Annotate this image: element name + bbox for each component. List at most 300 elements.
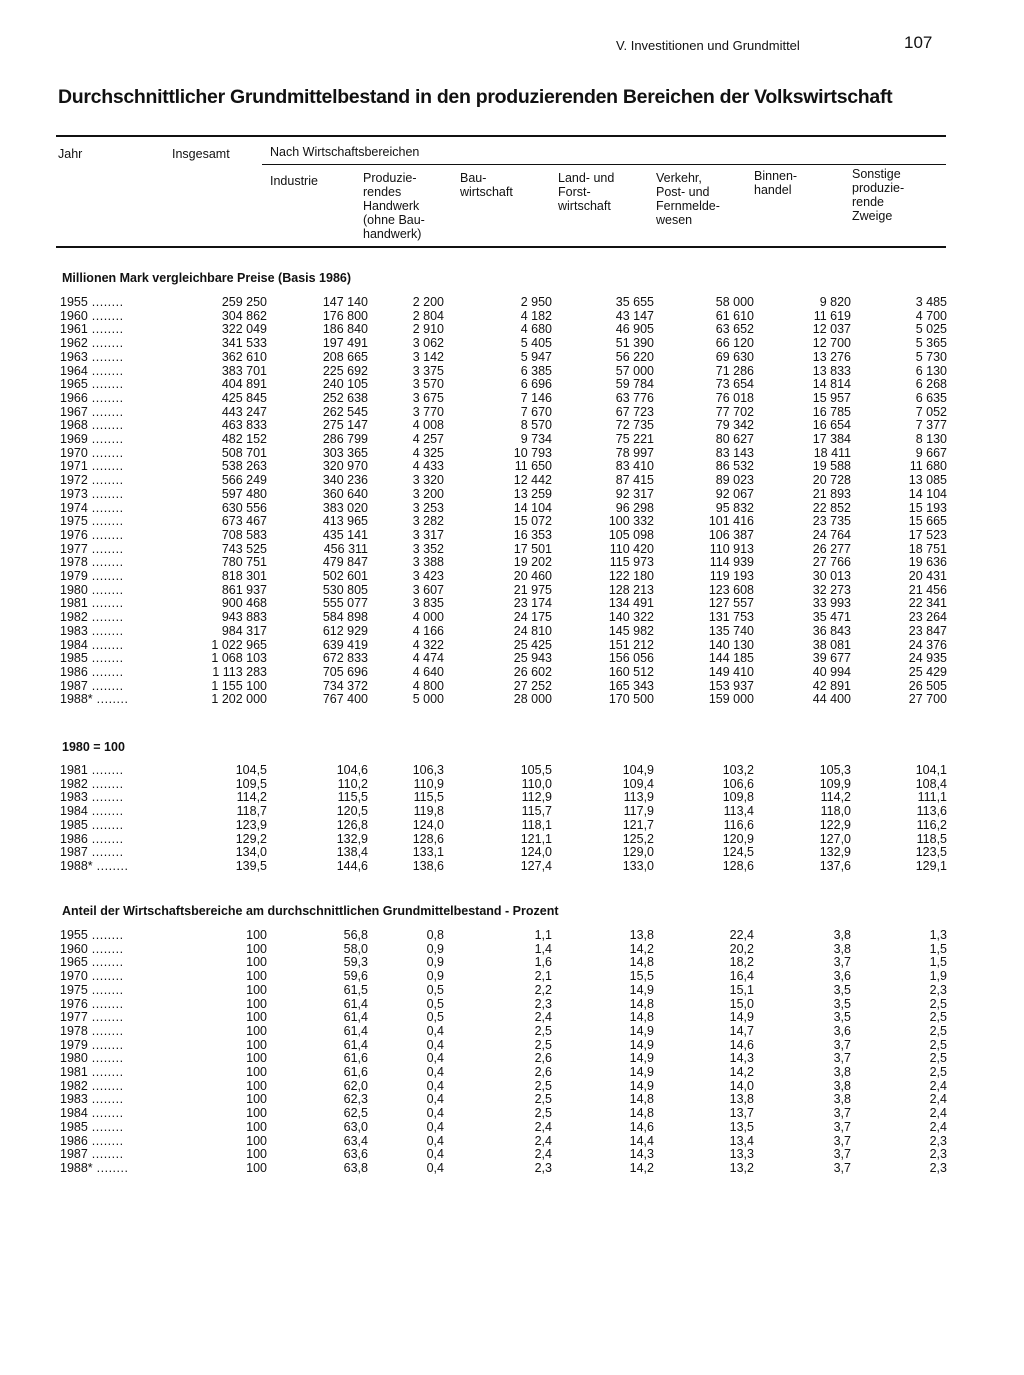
value-cell: 0,5 [426, 1010, 444, 1025]
value-cell: 21 893 [812, 486, 851, 501]
year-label: 1978 [60, 555, 88, 570]
value-cell: 3 320 [412, 473, 444, 488]
leader-dots: ........ [87, 1133, 124, 1148]
value-cell: 3,8 [833, 928, 851, 942]
year-cell [60, 1080, 160, 1094]
value-cell: 340 236 [322, 473, 368, 488]
value-cell: 63,4 [343, 1133, 368, 1148]
value-cell: 612 929 [322, 623, 368, 638]
year-cell [60, 693, 160, 707]
year-label: 1982 [60, 1078, 88, 1093]
value-cell: 100 [246, 1147, 267, 1162]
value-cell: 15 957 [812, 390, 851, 405]
table-row [60, 556, 947, 570]
value-cell: 262 545 [322, 404, 368, 419]
value-cell: 106,3 [412, 763, 444, 777]
year-cell [60, 956, 160, 970]
value-cell: 57 000 [615, 363, 654, 378]
value-cell: 100 [246, 982, 267, 997]
leader-dots: ........ [87, 1065, 124, 1080]
value-cell: 2,5 [929, 1037, 947, 1052]
value-cell: 18,2 [729, 955, 754, 970]
table-row [60, 502, 947, 516]
value-cell: 2 950 [520, 295, 552, 309]
year-cell [60, 846, 160, 860]
value-cell: 3,6 [833, 1023, 851, 1038]
value-cell: 2,5 [929, 1010, 947, 1025]
value-cell: 13,3 [729, 1147, 754, 1162]
value-cell: 104,1 [915, 763, 947, 777]
value-cell: 12 700 [812, 336, 851, 351]
value-cell: 120,9 [722, 831, 754, 846]
table-row [60, 529, 947, 543]
table-row [60, 378, 947, 392]
section-title: Millionen Mark vergleichbare Preise (Basis 1986) [62, 271, 352, 285]
value-cell: 11 619 [813, 308, 851, 323]
year-cell [60, 433, 160, 447]
value-cell: 984 317 [221, 623, 267, 638]
leader-dots: ........ [92, 858, 129, 873]
value-cell: 0,9 [426, 941, 444, 956]
value-cell: 14,4 [629, 1133, 654, 1148]
year-label: 1987 [60, 845, 88, 860]
year-label: 1955 [60, 295, 88, 309]
value-cell: 5 730 [915, 349, 947, 364]
value-cell: 95 832 [715, 500, 754, 515]
table-row [60, 998, 947, 1012]
leader-dots: ........ [87, 555, 124, 570]
value-cell: 286 799 [322, 432, 368, 447]
value-cell: 26 602 [513, 664, 552, 679]
year-label: 1985 [60, 651, 88, 666]
year-cell [60, 764, 160, 778]
value-cell: 100 332 [608, 514, 654, 529]
value-cell: 4 433 [412, 459, 444, 474]
value-cell: 3 835 [412, 596, 444, 611]
col-head-other: Sonstige produzie- rende Zweige [852, 167, 905, 223]
value-cell: 119,8 [413, 804, 444, 819]
year-label: 1982 [60, 776, 88, 791]
value-cell: 240 105 [322, 377, 368, 392]
value-cell: 61,6 [343, 1051, 368, 1066]
year-cell [60, 419, 160, 433]
value-cell: 75 221 [615, 432, 654, 447]
value-cell: 122 180 [608, 569, 654, 584]
year-label: 1981 [60, 1065, 88, 1080]
value-cell: 2,6 [534, 1065, 552, 1080]
value-cell: 14,8 [629, 1010, 654, 1025]
value-cell: 133,1 [412, 845, 444, 860]
value-cell: 24 175 [513, 610, 552, 625]
value-cell: 4 800 [412, 678, 444, 693]
value-cell: 15 665 [908, 514, 947, 529]
value-cell: 362 610 [221, 349, 267, 364]
value-cell: 140 322 [608, 610, 654, 625]
year-cell [60, 639, 160, 653]
year-label: 1979 [60, 569, 88, 584]
table-row [60, 447, 947, 461]
year-cell [60, 625, 160, 639]
value-cell: 108,4 [915, 776, 947, 791]
value-cell: 32 273 [812, 582, 851, 597]
value-cell: 43 147 [615, 308, 654, 323]
section-title: 1980 = 100 [62, 740, 125, 754]
value-cell: 3,7 [833, 1160, 851, 1175]
value-cell: 13,4 [729, 1133, 754, 1148]
year-cell [60, 1148, 160, 1162]
value-cell: 14,2 [629, 941, 654, 956]
value-cell: 100 [246, 969, 267, 984]
value-cell: 86 532 [715, 459, 754, 474]
value-cell: 17 501 [513, 541, 552, 556]
value-cell: 126,8 [336, 817, 368, 832]
value-cell: 3,8 [833, 1065, 851, 1080]
value-cell: 14,6 [629, 1119, 654, 1134]
value-cell: 2,5 [534, 1106, 552, 1121]
value-cell: 58,0 [343, 941, 368, 956]
leader-dots: ........ [87, 982, 124, 997]
value-cell: 22,4 [729, 928, 754, 942]
value-cell: 59,6 [343, 969, 368, 984]
leader-dots: ........ [92, 692, 129, 707]
value-cell: 5 365 [915, 336, 947, 351]
value-cell: 6 385 [520, 363, 552, 378]
value-cell: 16 654 [812, 418, 851, 433]
year-label: 1977 [60, 1010, 88, 1025]
value-cell: 4 700 [915, 308, 947, 323]
value-cell: 14,9 [629, 1078, 654, 1093]
value-cell: 40 994 [812, 664, 851, 679]
leader-dots: ........ [87, 486, 124, 501]
value-cell: 2,5 [929, 1023, 947, 1038]
value-cell: 129,2 [235, 831, 267, 846]
table-row [60, 778, 947, 792]
value-cell: 67 723 [615, 404, 654, 419]
table-row [60, 929, 947, 943]
value-cell: 2,3 [929, 982, 947, 997]
table-row [60, 1066, 947, 1080]
value-cell: 14 104 [908, 486, 947, 501]
value-cell: 208 665 [322, 349, 368, 364]
value-cell: 124,0 [520, 845, 552, 860]
year-label: 1980 [60, 582, 88, 597]
value-cell: 56,8 [343, 928, 368, 942]
value-cell: 2,3 [534, 996, 552, 1011]
year-label: 1969 [60, 432, 88, 447]
value-cell: 14,9 [629, 1065, 654, 1080]
table-row [60, 819, 947, 833]
year-cell [60, 943, 160, 957]
value-cell: 0,4 [426, 1147, 444, 1162]
year-cell [60, 1025, 160, 1039]
table-row [60, 488, 947, 502]
value-cell: 1 202 000 [211, 692, 267, 707]
table-row [60, 419, 947, 433]
value-cell: 109,9 [819, 776, 851, 791]
value-cell: 138,4 [336, 845, 368, 860]
value-cell: 538 263 [221, 459, 267, 474]
value-cell: 14 104 [513, 500, 552, 515]
value-cell: 24 764 [812, 527, 851, 542]
value-cell: 13,8 [729, 1092, 754, 1107]
value-cell: 156 056 [608, 651, 654, 666]
year-cell [60, 515, 160, 529]
value-cell: 61,4 [343, 996, 368, 1011]
col-head-trade: Binnen- handel [754, 169, 798, 197]
col-head-group: Nach Wirtschaftsbereichen [270, 145, 420, 159]
year-label: 1961 [60, 322, 88, 337]
value-cell: 62,5 [343, 1106, 368, 1121]
value-cell: 2,5 [534, 1092, 552, 1107]
value-cell: 124,5 [722, 845, 754, 860]
value-cell: 2,4 [534, 1147, 552, 1162]
year-cell [60, 460, 160, 474]
year-label: 1971 [60, 459, 88, 474]
value-cell: 383 020 [322, 500, 368, 515]
value-cell: 121,7 [622, 817, 654, 832]
value-cell: 51 390 [615, 336, 654, 351]
leader-dots: ........ [87, 1010, 124, 1025]
value-cell: 25 943 [513, 651, 552, 666]
page-number: 107 [904, 33, 933, 52]
value-cell: 100 [246, 1065, 267, 1080]
table-row [60, 433, 947, 447]
table-row [60, 584, 947, 598]
value-cell: 61,4 [343, 1023, 368, 1038]
value-cell: 482 152 [221, 432, 267, 447]
value-cell: 3,7 [833, 1147, 851, 1162]
value-cell: 463 833 [221, 418, 267, 433]
value-cell: 19 202 [513, 555, 552, 570]
value-cell: 1,9 [929, 969, 947, 984]
leader-dots: ........ [87, 336, 124, 351]
value-cell: 4 640 [412, 664, 444, 679]
value-cell: 92 067 [715, 486, 754, 501]
year-label: 1967 [60, 404, 88, 419]
value-cell: 14,9 [629, 982, 654, 997]
value-cell: 134,0 [235, 845, 267, 860]
value-cell: 27 766 [812, 555, 851, 570]
value-cell: 2,4 [929, 1092, 947, 1107]
value-cell: 92 317 [615, 486, 654, 501]
value-cell: 27 700 [908, 692, 947, 707]
year-label: 1983 [60, 623, 88, 638]
leader-dots: ........ [87, 514, 124, 529]
leader-dots: ........ [87, 473, 124, 488]
value-cell: 122,9 [819, 817, 851, 832]
leader-dots: ........ [87, 1119, 124, 1134]
value-cell: 61,4 [343, 1010, 368, 1025]
leader-dots: ........ [87, 390, 124, 405]
value-cell: 123,5 [915, 845, 947, 860]
year-label: 1986 [60, 664, 88, 679]
value-cell: 63,8 [343, 1160, 368, 1175]
value-cell: 9 667 [915, 445, 947, 460]
value-cell: 2,4 [534, 1119, 552, 1134]
value-cell: 128 213 [608, 582, 654, 597]
value-cell: 125,2 [622, 831, 654, 846]
value-cell: 23 735 [812, 514, 851, 529]
value-cell: 14,8 [629, 996, 654, 1011]
value-cell: 3,7 [833, 1119, 851, 1134]
year-label: 1960 [60, 308, 88, 323]
table-row [60, 310, 947, 324]
value-cell: 0,5 [426, 996, 444, 1011]
table-row [60, 680, 947, 694]
year-label: 1974 [60, 500, 88, 515]
value-cell: 147 140 [322, 295, 368, 309]
value-cell: 104,5 [235, 763, 267, 777]
value-cell: 4 474 [412, 651, 444, 666]
value-cell: 5 000 [412, 692, 444, 707]
value-cell: 7 146 [520, 390, 552, 405]
value-cell: 110,9 [413, 776, 444, 791]
value-cell: 1,1 [534, 928, 552, 942]
year-cell [60, 543, 160, 557]
value-cell: 118,1 [521, 817, 552, 832]
value-cell: 66 120 [715, 336, 754, 351]
value-cell: 20 460 [513, 569, 552, 584]
value-cell: 383 701 [221, 363, 267, 378]
value-cell: 62,3 [343, 1092, 368, 1107]
value-cell: 101 416 [708, 514, 754, 529]
value-cell: 109,8 [722, 790, 754, 805]
value-cell: 2,4 [929, 1119, 947, 1134]
value-cell: 341 533 [221, 336, 267, 351]
year-cell [60, 502, 160, 516]
value-cell: 322 049 [221, 322, 267, 337]
value-cell: 35 471 [812, 610, 851, 625]
table-row [60, 543, 947, 557]
value-cell: 110 420 [609, 541, 654, 556]
value-cell: 127 557 [708, 596, 754, 611]
value-cell: 105,3 [819, 763, 851, 777]
leader-dots: ........ [87, 349, 124, 364]
value-cell: 96 298 [615, 500, 654, 515]
value-cell: 17 384 [812, 432, 851, 447]
value-cell: 14,8 [629, 955, 654, 970]
value-cell: 225 692 [322, 363, 368, 378]
value-cell: 58 000 [715, 295, 754, 309]
value-cell: 1,5 [929, 955, 947, 970]
table-row [60, 846, 947, 860]
data-table-absolute [60, 296, 947, 707]
value-cell: 2,6 [534, 1051, 552, 1066]
year-label: 1985 [60, 817, 88, 832]
value-cell: 27 252 [513, 678, 552, 693]
year-label: 1977 [60, 541, 88, 556]
value-cell: 25 425 [513, 637, 552, 652]
year-cell [60, 447, 160, 461]
value-cell: 2 200 [412, 295, 444, 309]
year-label: 1985 [60, 1119, 88, 1134]
leader-dots: ........ [87, 664, 124, 679]
value-cell: 3,7 [833, 1106, 851, 1121]
leader-dots: ........ [87, 1147, 124, 1162]
header-bottom-rule [56, 246, 946, 248]
value-cell: 2,5 [929, 1065, 947, 1080]
value-cell: 16 785 [812, 404, 851, 419]
value-cell: 129,0 [622, 845, 654, 860]
leader-dots: ........ [87, 445, 124, 460]
value-cell: 4 008 [412, 418, 444, 433]
value-cell: 19 588 [812, 459, 851, 474]
value-cell: 425 845 [221, 390, 267, 405]
leader-dots: ........ [87, 308, 124, 323]
value-cell: 6 268 [915, 377, 947, 392]
table-row [60, 956, 947, 970]
year-label: 1966 [60, 390, 88, 405]
value-cell: 144 185 [708, 651, 754, 666]
year-cell [60, 584, 160, 598]
value-cell: 117,9 [623, 804, 654, 819]
year-cell [60, 365, 160, 379]
value-cell: 15,1 [729, 982, 754, 997]
leader-dots: ........ [87, 790, 124, 805]
value-cell: 2,1 [534, 969, 552, 984]
value-cell: 149 410 [708, 664, 754, 679]
table-row [60, 296, 947, 310]
value-cell: 14,8 [629, 1106, 654, 1121]
value-cell: 114,2 [236, 790, 267, 805]
value-cell: 113,6 [916, 804, 947, 819]
running-header: V. Investitionen und Grundmittel [616, 38, 800, 53]
value-cell: 38 081 [812, 637, 851, 652]
year-cell [60, 666, 160, 680]
value-cell: 28 000 [513, 692, 552, 707]
leader-dots: ........ [87, 763, 124, 777]
table-row [60, 1121, 947, 1135]
year-label: 1986 [60, 831, 88, 846]
value-cell: 44 400 [812, 692, 851, 707]
year-cell [60, 1011, 160, 1025]
value-cell: 14,2 [729, 1065, 754, 1080]
value-cell: 59,3 [343, 955, 368, 970]
value-cell: 3,7 [833, 955, 851, 970]
value-cell: 0,4 [426, 1106, 444, 1121]
value-cell: 113,9 [623, 790, 654, 805]
value-cell: 111,1 [917, 790, 947, 805]
leader-dots: ........ [87, 1078, 124, 1093]
year-label: 1960 [60, 941, 88, 956]
value-cell: 530 805 [322, 582, 368, 597]
value-cell: 105,5 [520, 763, 552, 777]
value-cell: 3 770 [412, 404, 444, 419]
year-label: 1983 [60, 790, 88, 805]
year-label: 1984 [60, 804, 88, 819]
value-cell: 360 640 [322, 486, 368, 501]
value-cell: 17 523 [908, 527, 947, 542]
table-row [60, 1080, 947, 1094]
year-cell [60, 556, 160, 570]
table-row [60, 611, 947, 625]
table-row [60, 1025, 947, 1039]
value-cell: 13 085 [908, 473, 947, 488]
value-cell: 1 068 103 [211, 651, 267, 666]
value-cell: 23 264 [908, 610, 947, 625]
year-label: 1988* [60, 858, 93, 873]
top-rule [56, 135, 946, 137]
leader-dots: ........ [87, 322, 124, 337]
value-cell: 435 141 [322, 527, 368, 542]
year-label: 1988* [60, 692, 93, 707]
value-cell: 160 512 [608, 664, 654, 679]
value-cell: 0,4 [426, 1078, 444, 1093]
value-cell: 4 000 [412, 610, 444, 625]
value-cell: 100 [246, 1160, 267, 1175]
value-cell: 4 322 [412, 637, 444, 652]
table-title: Durchschnittlicher Grundmittelbestand in den produzierenden Bereichen der Volkswirtschaft [58, 86, 893, 108]
